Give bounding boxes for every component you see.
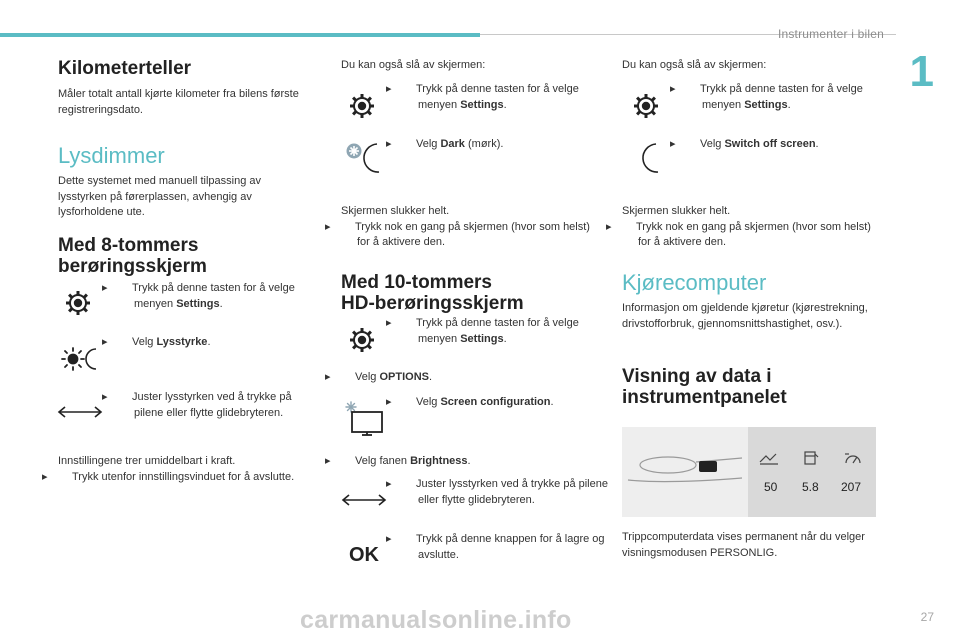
med8-step1 xyxy=(102,281,319,312)
med10-fanen-period: . xyxy=(467,455,471,467)
med8-after xyxy=(42,454,313,485)
col2-step1-text: Trykk på denne tasten for å velge menyen xyxy=(416,83,579,111)
moon-icon xyxy=(634,140,664,176)
heading-visning xyxy=(622,366,787,408)
med8-step3-text: Juster lysstyrken ved å trykke på pilene eller flytte glidebryteren. xyxy=(132,391,292,419)
trip-value-speed: 207 xyxy=(841,480,862,494)
bullet-icon: ▸ xyxy=(386,478,392,490)
chapter-title: Instrumenter i bilen xyxy=(777,27,884,41)
col3-off xyxy=(606,204,882,251)
settings-gear-icon xyxy=(348,92,376,120)
med8-step1-period: . xyxy=(219,297,223,310)
col2-step1-bold: Settings xyxy=(460,98,504,111)
trip-value-consumption: 5.8 xyxy=(802,480,819,494)
bullet-icon: ▸ xyxy=(386,83,392,95)
col2-step1 xyxy=(386,82,603,113)
med10-step3-text: Juster lysstyrken ved å trykke på pilene eller flytte glidebryteren. xyxy=(416,478,608,506)
med10-step2-text: Velg xyxy=(416,396,441,408)
med8-step1-bold: Settings xyxy=(176,297,220,310)
col2-step2-text: Velg xyxy=(416,138,441,150)
med10-step4 xyxy=(386,532,618,563)
med10-step1 xyxy=(386,316,618,347)
dark-mode-moon-icon xyxy=(343,140,385,176)
settings-gear-icon xyxy=(632,92,660,120)
col3-step2-period: . xyxy=(815,138,819,150)
heading-kjorecomputer: Kjørecomputer xyxy=(622,270,767,295)
bullet-icon: ▸ xyxy=(102,282,108,294)
heading-kilometerteller: Kilometerteller xyxy=(58,58,192,79)
med10-velg-period: . xyxy=(428,371,433,383)
med8-step2-text: Velg xyxy=(132,336,157,348)
bullet-icon: ▸ xyxy=(325,371,331,383)
bullet-icon: ▸ xyxy=(386,396,392,408)
bullet-icon: ▸ xyxy=(102,336,108,348)
col2-step2 xyxy=(386,137,603,153)
bullet-icon: ▸ xyxy=(670,83,676,95)
med10-fanen-text: Velg fanen xyxy=(355,455,411,467)
heading-lysdimmer: Lysdimmer xyxy=(58,143,165,168)
bullet-icon: ▸ xyxy=(325,220,331,233)
settings-gear-icon xyxy=(348,326,376,354)
bullet-icon: ▸ xyxy=(386,533,392,545)
med10-step3 xyxy=(386,477,618,508)
header-accent-bar xyxy=(0,33,480,37)
med8-step1-text: Trykk på denne tasten for å velge menyen xyxy=(132,282,295,310)
watermark: carmanualsonline.info xyxy=(300,606,572,634)
page-number: 27 xyxy=(920,610,934,624)
heading-med8 xyxy=(58,235,207,277)
col3-intro: Du kan også slå av skjermen: xyxy=(622,59,767,71)
lysdimmer-text: Dette systemet med manuell tilpassing av lysstyrken på førerplassen, avhengig av lysforholdene ute. xyxy=(58,175,261,218)
col2-intro: Du kan også slå av skjermen: xyxy=(341,59,486,71)
slider-arrows-icon xyxy=(56,404,104,420)
med8-step3 xyxy=(102,390,319,421)
kilometer-text: Måler totalt antall kjørte kilometer fra bilens første registreringsdato. xyxy=(58,88,299,116)
med10-step2-period: . xyxy=(550,396,554,408)
bullet-icon: ▸ xyxy=(386,317,392,329)
med10-velg-options xyxy=(325,370,557,386)
trip-data-area xyxy=(748,427,876,517)
heading-med10-line1: Med 10-tommers xyxy=(341,272,492,293)
col3-step1-bold: Settings xyxy=(744,98,788,111)
med10-step2 xyxy=(386,395,618,411)
med10-fanen-bold: Brightness xyxy=(410,455,468,467)
heading-med8-line2: berøringsskjerm xyxy=(58,256,207,277)
med10-step1-bold: Settings xyxy=(460,332,504,345)
col2-step2-bold: Dark xyxy=(440,138,465,150)
col2-off xyxy=(325,204,601,251)
heading-med10-line2: HD-berøringsskjerm xyxy=(341,293,524,314)
dashboard-outline-icon xyxy=(626,450,744,490)
med10-step1-period: . xyxy=(503,332,507,345)
bullet-icon: ▸ xyxy=(670,138,676,150)
med10-step1-text: Trykk på denne tasten for å velge menyen xyxy=(416,317,579,345)
med10-fanen xyxy=(325,454,557,470)
col3-step1-period: . xyxy=(787,98,791,111)
chapter-number: 1 xyxy=(909,47,934,96)
trip-distance-icon xyxy=(758,450,780,466)
med8-after2: Trykk utenfor innstillingsvinduet for å avslutte. xyxy=(72,470,295,483)
bullet-icon: ▸ xyxy=(42,470,48,483)
slider-arrows-icon xyxy=(340,492,388,508)
med10-velg-bold: OPTIONS xyxy=(379,371,429,383)
col3-step2-text: Velg xyxy=(700,138,725,150)
bullet-icon: ▸ xyxy=(386,138,392,150)
col2-step1-period: . xyxy=(503,98,507,111)
col2-step2-tail: (mørk). xyxy=(464,138,504,150)
med8-step2-period: . xyxy=(207,336,211,348)
heading-visning-line2: instrumentpanelet xyxy=(622,387,787,408)
col2-off1: Skjermen slukker helt. xyxy=(341,205,450,217)
heading-med10 xyxy=(341,272,524,314)
heading-med8-line1: Med 8-tommers xyxy=(58,235,199,256)
bullet-icon: ▸ xyxy=(325,455,331,467)
brightness-icon xyxy=(60,346,102,372)
col3-off1: Skjermen slukker helt. xyxy=(622,205,731,217)
med10-step2-bold: Screen configuration xyxy=(440,396,551,408)
med8-after1: Innstillingene trer umiddelbart i kraft. xyxy=(58,455,236,467)
med8-step2 xyxy=(102,335,319,351)
average-speed-icon xyxy=(843,450,863,466)
visning-text: Trippcomputerdata vises permanent når du velger visningsmodusen PERSONLIG. xyxy=(622,531,865,559)
ok-button-icon: OK xyxy=(349,544,379,566)
settings-gear-icon xyxy=(64,289,92,317)
fuel-consumption-icon xyxy=(802,449,820,467)
bullet-icon: ▸ xyxy=(606,220,612,233)
med10-step4-text: Trykk på denne knappen for å lagre og avslutte. xyxy=(416,533,605,561)
heading-visning-line1: Visning av data i xyxy=(622,366,772,387)
col3-step1-text: Trykk på denne tasten for å velge menyen xyxy=(700,83,863,111)
kjore-text: Informasjon om gjeldende kjøretur (kjørestrekning, drivstofforbruk, gjennomsnittshastighet, osv.). xyxy=(622,302,868,330)
med10-velg-text: Velg xyxy=(355,371,380,383)
col2-off2: Trykk nok en gang på skjermen (hvor som helst) for å aktivere den. xyxy=(355,220,590,248)
col3-step1 xyxy=(670,82,902,113)
med8-step2-bold: Lysstyrke xyxy=(156,336,208,348)
trip-value-distance: 50 xyxy=(764,480,778,494)
screen-configuration-icon xyxy=(344,400,384,438)
col3-off2: Trykk nok en gang på skjermen (hvor som helst) for å aktivere den. xyxy=(636,220,871,248)
col3-step2 xyxy=(670,137,902,153)
col3-step2-bold: Switch off screen xyxy=(724,138,816,150)
bullet-icon: ▸ xyxy=(102,391,108,403)
